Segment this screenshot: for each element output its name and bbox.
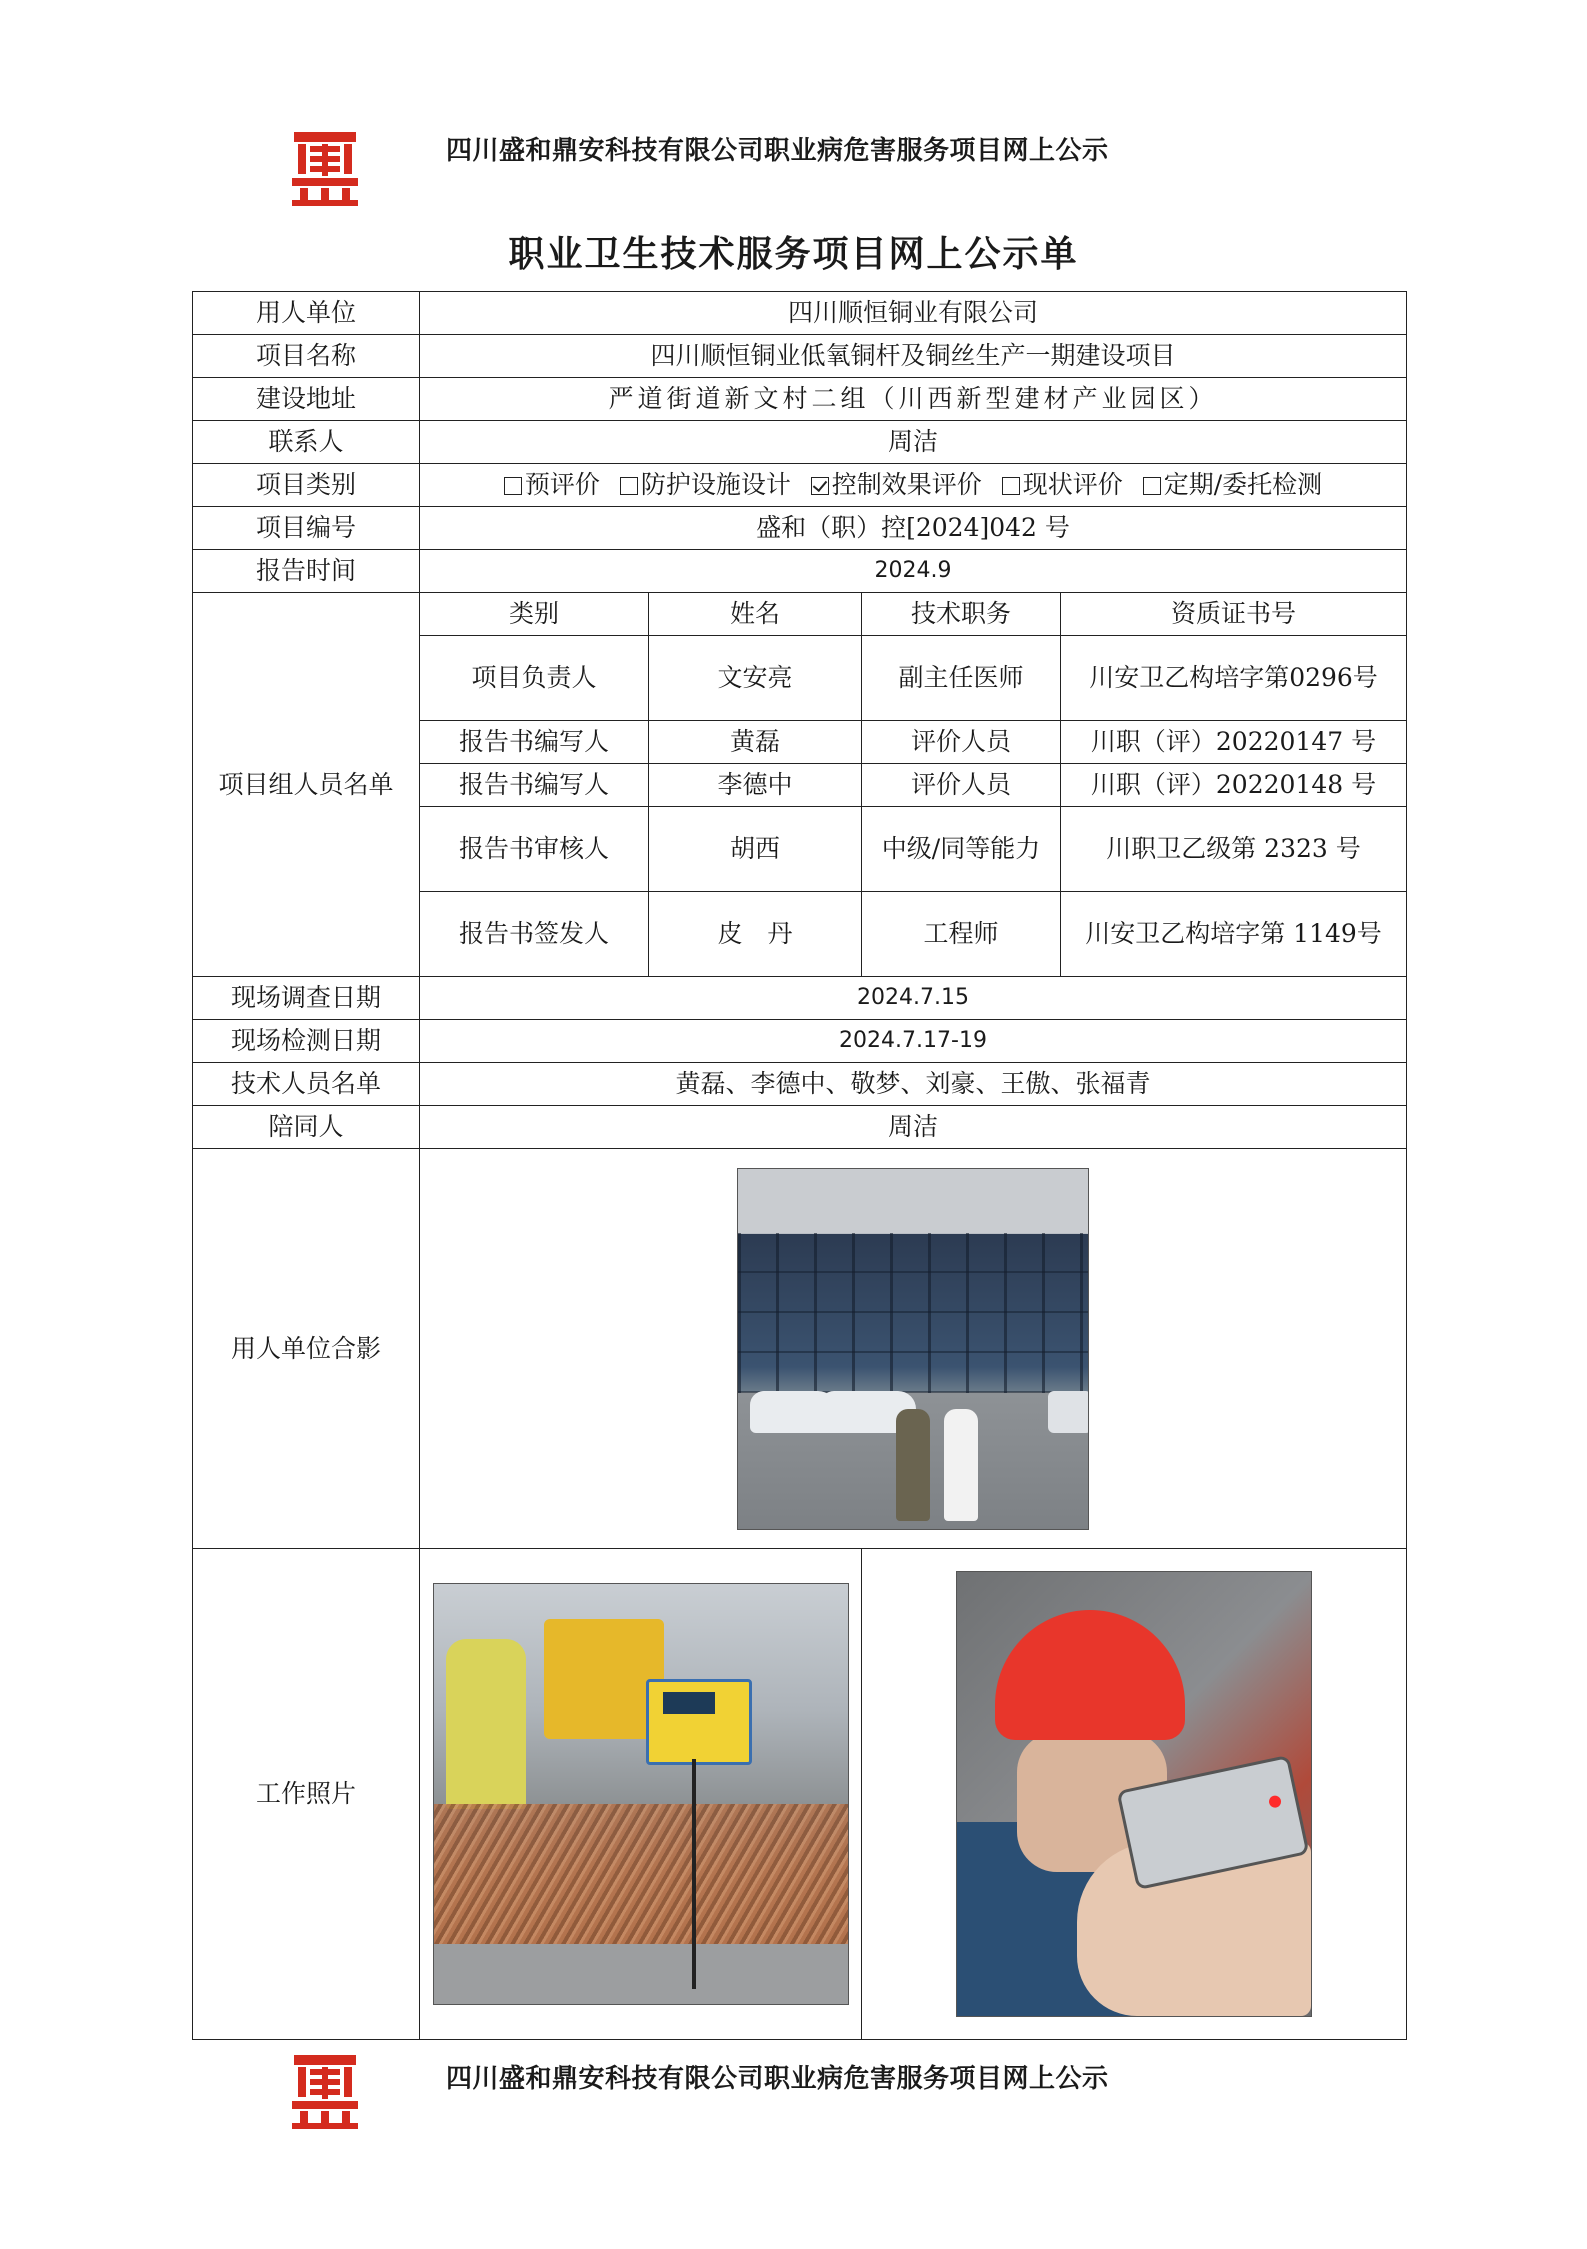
- team-member-category: 报告书签发人: [420, 892, 649, 977]
- label-escort: 陪同人: [193, 1106, 420, 1149]
- group-photo-cell: [420, 1149, 1407, 1549]
- work-photo-cell-1: [420, 1549, 862, 2040]
- row-project-type: [193, 464, 1407, 507]
- project-type-options: [420, 464, 1407, 507]
- team-member-title: 中级/同等能力: [862, 807, 1061, 892]
- label-project-no: 项目编号: [193, 507, 420, 550]
- work-photo-sampling: [433, 1583, 849, 2005]
- tripod: [692, 1759, 696, 1989]
- value-survey-date: 2024.7.15: [420, 977, 1407, 1020]
- building-sign: [738, 1169, 1088, 1233]
- copper-wire-pile: [434, 1804, 848, 1964]
- row-contact: [193, 421, 1407, 464]
- team-header-title: 技术职务: [862, 593, 1061, 636]
- team-member-name: 文安亮: [649, 636, 862, 721]
- label-employer: 用人单位: [193, 292, 420, 335]
- value-project-name: 四川顺恒铜业低氧铜杆及铜丝生产一期建设项目: [420, 335, 1407, 378]
- team-member-title: 评价人员: [862, 764, 1061, 807]
- team-member-cert: 川安卫乙构培字第 1149号: [1061, 892, 1407, 977]
- team-member-name: 胡西: [649, 807, 862, 892]
- team-member-name: 李德中: [649, 764, 862, 807]
- team-member-cert: 川职卫乙级第 2323 号: [1061, 807, 1407, 892]
- team-member-title: 工程师: [862, 892, 1061, 977]
- team-header-cert: 资质证书号: [1061, 593, 1407, 636]
- person-woman: [944, 1409, 978, 1521]
- checkbox-protection-design: [620, 477, 638, 495]
- checkbox-pre-eval: [504, 477, 522, 495]
- value-address: 严道街道新文村二组（川西新型建材产业园区）: [420, 378, 1407, 421]
- checkbox-status-eval: [1002, 477, 1020, 495]
- team-member-name: 黄磊: [649, 721, 862, 764]
- row-address: [193, 378, 1407, 421]
- parked-van: [1048, 1391, 1089, 1433]
- sampling-device: [646, 1679, 752, 1765]
- checkbox-periodic-test: [1143, 477, 1161, 495]
- team-member-title: 副主任医师: [862, 636, 1061, 721]
- person-man: [896, 1409, 930, 1521]
- team-header-row: [193, 593, 1407, 636]
- type-option-pre-eval: 预评价: [504, 470, 600, 499]
- value-escort: 周洁: [420, 1106, 1407, 1149]
- header-company-notice: 四川盛和鼎安科技有限公司职业病危害服务项目网上公示: [446, 136, 1109, 166]
- row-survey-date: [193, 977, 1407, 1020]
- team-member-cert: 川安卫乙构培字第0296号: [1061, 636, 1407, 721]
- row-project-name: [193, 335, 1407, 378]
- row-escort: [193, 1106, 1407, 1149]
- type-option-status-eval: 现状评价: [1002, 470, 1123, 499]
- sheng-logo-icon: [288, 2053, 362, 2131]
- row-tech-staff: [193, 1063, 1407, 1106]
- label-report-time: 报告时间: [193, 550, 420, 593]
- team-member-category: 项目负责人: [420, 636, 649, 721]
- type-option-control-effect: 控制效果评价: [811, 470, 982, 499]
- glass-facade: [738, 1233, 1088, 1393]
- row-report-time: [193, 550, 1407, 593]
- label-group-photo: 用人单位合影: [193, 1149, 420, 1549]
- work-photo-noise-meter: [956, 1571, 1312, 2017]
- label-team: 项目组人员名单: [193, 593, 420, 977]
- value-contact: 周洁: [420, 421, 1407, 464]
- footer-company-notice: 四川盛和鼎安科技有限公司职业病危害服务项目网上公示: [446, 2064, 1109, 2094]
- value-project-no: 盛和（职）控[2024]042 号: [420, 507, 1407, 550]
- team-header-name: 姓名: [649, 593, 862, 636]
- value-report-time: 2024.9: [420, 550, 1407, 593]
- notice-form-table: [192, 291, 1407, 2040]
- row-group-photo: [193, 1149, 1407, 1549]
- label-test-date: 现场检测日期: [193, 1020, 420, 1063]
- type-option-protection-design: 防护设施设计: [620, 470, 791, 499]
- team-member-cert: 川职（评）20220147 号: [1061, 721, 1407, 764]
- team-member-category: 报告书编写人: [420, 764, 649, 807]
- value-test-date: 2024.7.17-19: [420, 1020, 1407, 1063]
- red-helmet: [995, 1610, 1185, 1740]
- label-address: 建设地址: [193, 378, 420, 421]
- label-project-name: 项目名称: [193, 335, 420, 378]
- work-photo-cell-2: [862, 1549, 1407, 2040]
- checkbox-control-effect: [811, 477, 829, 495]
- team-member-category: 报告书编写人: [420, 721, 649, 764]
- row-project-no: [193, 507, 1407, 550]
- label-survey-date: 现场调查日期: [193, 977, 420, 1020]
- team-header-category: 类别: [420, 593, 649, 636]
- worker: [446, 1639, 526, 1809]
- page-title: 职业卫生技术服务项目网上公示单: [508, 233, 1079, 275]
- type-option-periodic-test: 定期/委托检测: [1143, 470, 1322, 499]
- row-employer: [193, 292, 1407, 335]
- team-member-cert: 川职（评）20220148 号: [1061, 764, 1407, 807]
- label-work-photos: 工作照片: [193, 1549, 420, 2040]
- team-member-category: 报告书审核人: [420, 807, 649, 892]
- label-project-type: 项目类别: [193, 464, 420, 507]
- sheng-logo-icon: [288, 130, 362, 208]
- value-employer: 四川顺恒铜业有限公司: [420, 292, 1407, 335]
- group-photo: [737, 1168, 1089, 1530]
- row-work-photos: [193, 1549, 1407, 2040]
- factory-floor: [434, 1944, 848, 2004]
- row-test-date: [193, 1020, 1407, 1063]
- label-contact: 联系人: [193, 421, 420, 464]
- team-member-title: 评价人员: [862, 721, 1061, 764]
- team-member-name: 皮 丹: [649, 892, 862, 977]
- label-tech-staff: 技术人员名单: [193, 1063, 420, 1106]
- value-tech-staff: 黄磊、李德中、敬梦、刘豪、王傲、张福青: [420, 1063, 1407, 1106]
